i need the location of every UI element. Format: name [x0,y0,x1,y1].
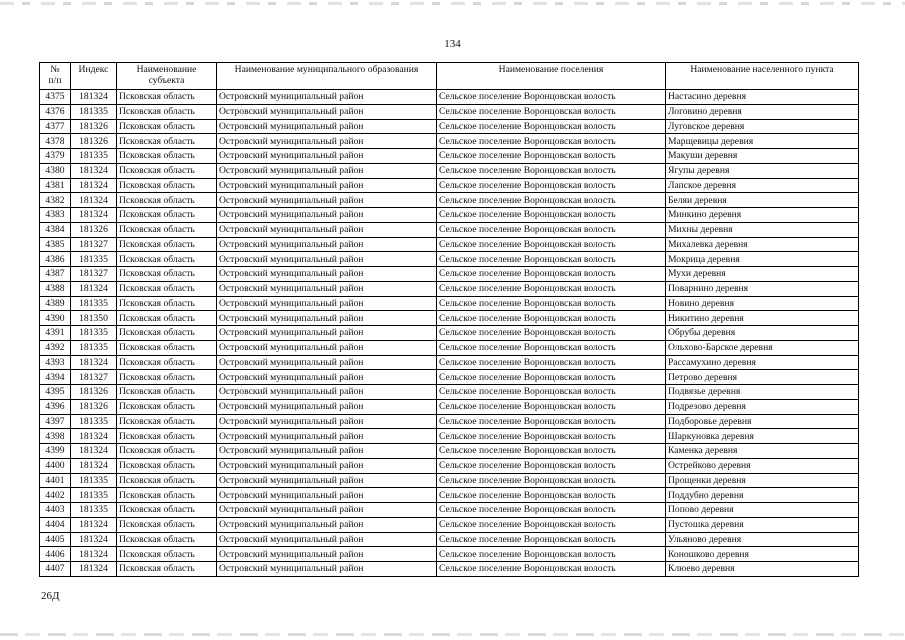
cell-subject: Псковская область [117,134,217,149]
cell-index: 181324 [71,517,117,532]
cell-num: 4399 [40,444,71,459]
cell-index: 181326 [71,134,117,149]
cell-subject: Псковская область [117,208,217,223]
cell-index: 181324 [71,562,117,577]
cell-settlement: Сельское поселение Воронцовская волость [437,311,666,326]
cell-municipality: Островский муниципальный район [217,90,437,105]
cell-locality: Клюево деревня [666,562,859,577]
cell-municipality: Островский муниципальный район [217,267,437,282]
table-row [40,444,859,459]
cell-locality: Михны деревня [666,222,859,237]
cell-subject: Псковская область [117,340,217,355]
cell-index: 181324 [71,547,117,562]
cell-settlement: Сельское поселение Воронцовская волость [437,399,666,414]
cell-locality: Острейково деревня [666,458,859,473]
cell-num: 4398 [40,429,71,444]
cell-locality: Поддубно деревня [666,488,859,503]
cell-locality: Пустошка деревня [666,517,859,532]
cell-num: 4391 [40,326,71,341]
cell-num: 4406 [40,547,71,562]
table-row [40,355,859,370]
cell-num: 4375 [40,90,71,105]
cell-settlement: Сельское поселение Воронцовская волость [437,149,666,164]
settlements-table [39,62,859,577]
cell-index: 181327 [71,237,117,252]
cell-settlement: Сельское поселение Воронцовская волость [437,340,666,355]
cell-settlement: Сельское поселение Воронцовская волость [437,429,666,444]
cell-municipality: Островский муниципальный район [217,355,437,370]
cell-settlement: Сельское поселение Воронцовская волость [437,119,666,134]
cell-subject: Псковская область [117,281,217,296]
cell-municipality: Островский муниципальный район [217,208,437,223]
table-row [40,473,859,488]
cell-subject: Псковская область [117,488,217,503]
table-row [40,267,859,282]
cell-num: 4377 [40,119,71,134]
cell-index: 181335 [71,149,117,164]
table-row [40,414,859,429]
cell-municipality: Островский муниципальный район [217,414,437,429]
cell-num: 4380 [40,163,71,178]
cell-settlement: Сельское поселение Воронцовская волость [437,517,666,532]
table-row [40,178,859,193]
cell-num: 4402 [40,488,71,503]
cell-num: 4378 [40,134,71,149]
cell-index: 181324 [71,193,117,208]
cell-settlement: Сельское поселение Воронцовская волость [437,458,666,473]
cell-settlement: Сельское поселение Воронцовская волость [437,326,666,341]
cell-locality: Ольхово-Барское деревня [666,340,859,355]
cell-locality: Луговское деревня [666,119,859,134]
cell-settlement: Сельское поселение Воронцовская волость [437,414,666,429]
table-body [40,90,859,577]
cell-index: 181324 [71,355,117,370]
cell-settlement: Сельское поселение Воронцовская волость [437,222,666,237]
cell-num: 4384 [40,222,71,237]
table-row [40,163,859,178]
cell-municipality: Островский муниципальный район [217,340,437,355]
cell-index: 181324 [71,429,117,444]
cell-locality: Настасино деревня [666,90,859,105]
cell-settlement: Сельское поселение Воронцовская волость [437,503,666,518]
cell-subject: Псковская область [117,517,217,532]
cell-num: 4394 [40,370,71,385]
table-row [40,193,859,208]
cell-locality: Никитино деревня [666,311,859,326]
cell-locality: Коношково деревня [666,547,859,562]
cell-subject: Псковская область [117,355,217,370]
cell-num: 4395 [40,385,71,400]
cell-subject: Псковская область [117,532,217,547]
cell-subject: Псковская область [117,178,217,193]
cell-subject: Псковская область [117,104,217,119]
cell-municipality: Островский муниципальный район [217,503,437,518]
cell-municipality: Островский муниципальный район [217,134,437,149]
cell-num: 4389 [40,296,71,311]
cell-index: 181326 [71,385,117,400]
header-num: № п/п [40,63,71,90]
cell-locality: Каменка деревня [666,444,859,459]
cell-municipality: Островский муниципальный район [217,237,437,252]
cell-subject: Псковская область [117,252,217,267]
cell-num: 4404 [40,517,71,532]
cell-index: 181324 [71,178,117,193]
cell-num: 4390 [40,311,71,326]
cell-index: 181326 [71,399,117,414]
cell-locality: Лапское деревня [666,178,859,193]
cell-locality: Мокрица деревня [666,252,859,267]
cell-locality: Подвязье деревня [666,385,859,400]
table-row [40,488,859,503]
cell-municipality: Островский муниципальный район [217,222,437,237]
cell-index: 181335 [71,503,117,518]
cell-locality: Шаркуновка деревня [666,429,859,444]
cell-subject: Псковская область [117,562,217,577]
cell-locality: Михалевка деревня [666,237,859,252]
cell-settlement: Сельское поселение Воронцовская волость [437,488,666,503]
table-row [40,547,859,562]
cell-locality: Обрубы деревня [666,326,859,341]
table-row [40,149,859,164]
table-row [40,252,859,267]
cell-index: 181324 [71,444,117,459]
footer-code: 26Д [41,590,60,602]
cell-locality: Попово деревня [666,503,859,518]
cell-num: 4397 [40,414,71,429]
cell-settlement: Сельское поселение Воронцовская волость [437,473,666,488]
cell-num: 4379 [40,149,71,164]
cell-num: 4376 [40,104,71,119]
cell-subject: Псковская область [117,237,217,252]
header-subject: Наименование субъекта [117,63,217,90]
cell-settlement: Сельское поселение Воронцовская волость [437,163,666,178]
table-row [40,399,859,414]
cell-index: 181335 [71,340,117,355]
cell-index: 181335 [71,488,117,503]
cell-num: 4381 [40,178,71,193]
cell-num: 4396 [40,399,71,414]
cell-municipality: Островский муниципальный район [217,281,437,296]
cell-settlement: Сельское поселение Воронцовская волость [437,208,666,223]
table-row [40,385,859,400]
cell-subject: Псковская область [117,149,217,164]
cell-index: 181335 [71,252,117,267]
cell-municipality: Островский муниципальный район [217,119,437,134]
cell-index: 181350 [71,311,117,326]
table-row [40,208,859,223]
table-row [40,326,859,341]
cell-settlement: Сельское поселение Воронцовская волость [437,104,666,119]
cell-municipality: Островский муниципальный район [217,532,437,547]
cell-index: 181324 [71,208,117,223]
cell-municipality: Островский муниципальный район [217,163,437,178]
cell-municipality: Островский муниципальный район [217,488,437,503]
cell-settlement: Сельское поселение Воронцовская волость [437,178,666,193]
table-row [40,104,859,119]
cell-num: 4382 [40,193,71,208]
cell-subject: Псковская область [117,311,217,326]
table-row [40,222,859,237]
cell-locality: Подборовье деревня [666,414,859,429]
table-row [40,517,859,532]
cell-settlement: Сельское поселение Воронцовская волость [437,547,666,562]
cell-settlement: Сельское поселение Воронцовская волость [437,385,666,400]
cell-num: 4401 [40,473,71,488]
cell-municipality: Островский муниципальный район [217,311,437,326]
cell-subject: Псковская область [117,370,217,385]
cell-municipality: Островский муниципальный район [217,326,437,341]
cell-settlement: Сельское поселение Воронцовская волость [437,562,666,577]
cell-index: 181324 [71,90,117,105]
cell-index: 181335 [71,473,117,488]
cell-subject: Псковская область [117,429,217,444]
cell-municipality: Островский муниципальный район [217,370,437,385]
cell-subject: Псковская область [117,473,217,488]
cell-index: 181335 [71,104,117,119]
table-row [40,119,859,134]
cell-municipality: Островский муниципальный район [217,385,437,400]
cell-subject: Псковская область [117,90,217,105]
cell-subject: Псковская область [117,222,217,237]
cell-municipality: Островский муниципальный район [217,149,437,164]
cell-index: 181327 [71,267,117,282]
cell-index: 181326 [71,222,117,237]
table-row [40,532,859,547]
cell-locality: Марщевицы деревня [666,134,859,149]
cell-municipality: Островский муниципальный район [217,429,437,444]
header-settlement: Наименование поселения [437,63,666,90]
cell-locality: Новино деревня [666,296,859,311]
cell-settlement: Сельское поселение Воронцовская волость [437,532,666,547]
cell-num: 4405 [40,532,71,547]
cell-index: 181324 [71,458,117,473]
table-row [40,311,859,326]
cell-locality: Беляи деревня [666,193,859,208]
cell-settlement: Сельское поселение Воронцовская волость [437,296,666,311]
cell-locality: Ульяново деревня [666,532,859,547]
scan-edge-top [0,2,905,5]
table-row [40,90,859,105]
cell-locality: Рассамухино деревня [666,355,859,370]
header-row [40,63,859,90]
cell-settlement: Сельское поселение Воронцовская волость [437,267,666,282]
cell-municipality: Островский муниципальный район [217,104,437,119]
cell-settlement: Сельское поселение Воронцовская волость [437,252,666,267]
cell-subject: Псковская область [117,385,217,400]
cell-index: 181335 [71,326,117,341]
cell-subject: Псковская область [117,119,217,134]
cell-locality: Прощенки деревня [666,473,859,488]
cell-subject: Псковская область [117,458,217,473]
scan-edge-bottom [0,633,905,636]
cell-subject: Псковская область [117,296,217,311]
cell-locality: Поварнино деревня [666,281,859,296]
table-row [40,503,859,518]
table-row [40,134,859,149]
cell-municipality: Островский муниципальный район [217,296,437,311]
table-row [40,429,859,444]
cell-settlement: Сельское поселение Воронцовская волость [437,134,666,149]
cell-settlement: Сельское поселение Воронцовская волость [437,90,666,105]
cell-municipality: Островский муниципальный район [217,517,437,532]
cell-municipality: Островский муниципальный район [217,473,437,488]
cell-settlement: Сельское поселение Воронцовская волость [437,237,666,252]
cell-num: 4385 [40,237,71,252]
cell-locality: Минкино деревня [666,208,859,223]
cell-locality: Петрово деревня [666,370,859,385]
cell-municipality: Островский муниципальный район [217,178,437,193]
table-row [40,370,859,385]
cell-num: 4387 [40,267,71,282]
cell-locality: Логовино деревня [666,104,859,119]
cell-subject: Псковская область [117,503,217,518]
cell-locality: Подрезово деревня [666,399,859,414]
cell-subject: Псковская область [117,193,217,208]
table-row [40,296,859,311]
header-locality: Наименование населенного пункта [666,63,859,90]
cell-num: 4386 [40,252,71,267]
cell-subject: Псковская область [117,267,217,282]
cell-municipality: Островский муниципальный район [217,562,437,577]
cell-subject: Псковская область [117,163,217,178]
table-row [40,237,859,252]
cell-locality: Мухи деревня [666,267,859,282]
table-row [40,281,859,296]
cell-settlement: Сельское поселение Воронцовская волость [437,444,666,459]
cell-num: 4400 [40,458,71,473]
table-row [40,562,859,577]
cell-index: 181324 [71,163,117,178]
cell-subject: Псковская область [117,444,217,459]
cell-locality: Макуши деревня [666,149,859,164]
header-municipality: Наименование муниципального образования [217,63,437,90]
cell-settlement: Сельское поселение Воронцовская волость [437,281,666,296]
cell-index: 181324 [71,281,117,296]
cell-num: 4393 [40,355,71,370]
cell-municipality: Островский муниципальный район [217,193,437,208]
table-row [40,458,859,473]
cell-num: 4388 [40,281,71,296]
cell-subject: Псковская область [117,414,217,429]
cell-subject: Псковская область [117,547,217,562]
page-number: 134 [444,38,461,50]
cell-municipality: Островский муниципальный район [217,547,437,562]
cell-index: 181324 [71,532,117,547]
cell-settlement: Сельское поселение Воронцовская волость [437,370,666,385]
cell-municipality: Островский муниципальный район [217,399,437,414]
cell-num: 4407 [40,562,71,577]
cell-municipality: Островский муниципальный район [217,444,437,459]
cell-num: 4403 [40,503,71,518]
table-header [40,63,859,90]
cell-subject: Псковская область [117,399,217,414]
cell-index: 181335 [71,414,117,429]
cell-index: 181326 [71,119,117,134]
cell-index: 181327 [71,370,117,385]
cell-num: 4383 [40,208,71,223]
cell-municipality: Островский муниципальный район [217,458,437,473]
table-row [40,340,859,355]
cell-locality: Ягупы деревня [666,163,859,178]
cell-municipality: Островский муниципальный район [217,252,437,267]
cell-subject: Псковская область [117,326,217,341]
cell-settlement: Сельское поселение Воронцовская волость [437,193,666,208]
cell-num: 4392 [40,340,71,355]
header-index: Индекс [71,63,117,90]
cell-index: 181335 [71,296,117,311]
cell-settlement: Сельское поселение Воронцовская волость [437,355,666,370]
